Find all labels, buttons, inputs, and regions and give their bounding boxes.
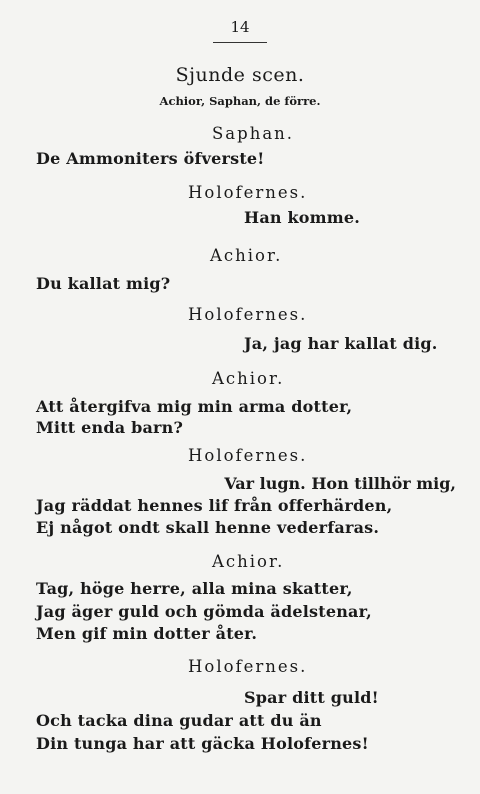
verse-line: Ej något ondt skall henne vederfaras. xyxy=(36,518,380,537)
verse-line: Spar ditt guld! xyxy=(244,688,379,707)
verse-line: Men gif min dotter åter. xyxy=(36,624,258,643)
speaker-name: Achior. xyxy=(210,246,283,265)
speaker-name: Achior. xyxy=(212,552,285,571)
scene-title: Sjunde scen. xyxy=(175,64,305,86)
page-number: 14 xyxy=(230,18,250,36)
speaker-name: Holofernes. xyxy=(188,446,308,465)
verse-line: Jag räddat hennes lif från offerhärden, xyxy=(36,496,393,515)
verse-line: Du kallat mig? xyxy=(36,274,171,293)
verse-line: Och tacka dina gudar att du än xyxy=(36,711,322,730)
speaker-name: Holofernes. xyxy=(188,183,308,202)
speaker-name: Holofernes. xyxy=(188,305,308,324)
character-list: Achior, Saphan, de förre. xyxy=(159,94,321,108)
verse-line: Att återgifva mig min arma dotter, xyxy=(36,397,353,416)
verse-line: De Ammoniters öfverste! xyxy=(36,149,265,168)
verse-line: Tag, höge herre, alla mina skatter, xyxy=(36,579,353,598)
verse-line: Var lugn. Hon tillhör mig, xyxy=(224,474,456,493)
verse-line: Jag äger guld och gömda ädelstenar, xyxy=(36,602,372,621)
speaker-name: Holofernes. xyxy=(188,657,308,676)
verse-line: Han komme. xyxy=(244,208,361,227)
verse-line: Din tunga har att gäcka Holofernes! xyxy=(36,734,369,753)
header-rule xyxy=(213,42,267,43)
verse-line: Mitt enda barn? xyxy=(36,418,184,437)
speaker-name: Achior. xyxy=(212,369,285,388)
speaker-name: Saphan. xyxy=(212,124,295,143)
verse-line: Ja, jag har kallat dig. xyxy=(244,334,438,353)
